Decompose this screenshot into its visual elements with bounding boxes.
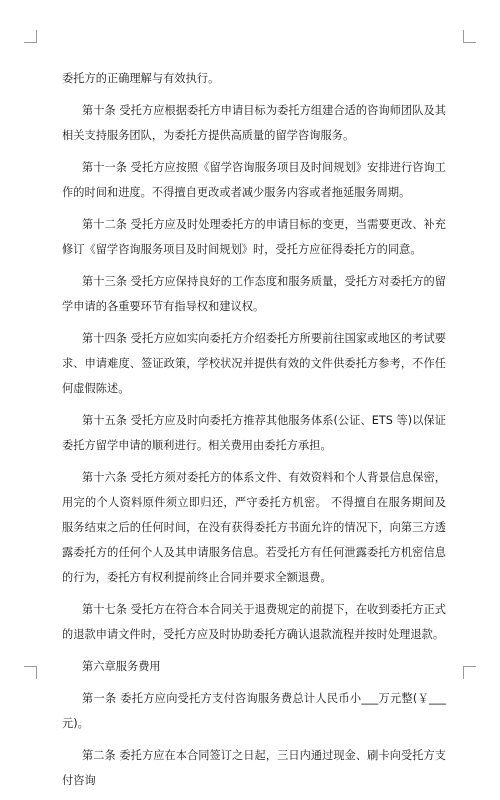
crop-mark-bottom-left	[24, 666, 37, 679]
clause-15: 第十五条 受托方应及时向委托方推荐其他服务体系(公证、ETS 等)以保证委托方留学申请的顺利进行。相关费用由委托方承担。	[62, 414, 446, 452]
clause-11: 第十一条 受托方应按照《留学咨询服务项目及时间规划》安排进行咨询工作的时间和进度。不得擅自更改或者减少服务内容或者拖延服务周期。	[62, 161, 446, 199]
crop-mark-bottom-right	[463, 666, 476, 679]
clause-10: 第十条 受托方应根据委托方申请目标为委托方组建合适的咨询师团队及其相关支持服务团队，为委托方提供高质量的留学咨询服务。	[62, 104, 446, 142]
clause-17: 第十七条 受托方在符合本合同关于退费规定的前提下，在收到委托方正式的退款申请文件时，受托方应及时协助委托方确认退款流程并按时处理退款。	[62, 603, 446, 641]
document-body	[62, 66, 446, 800]
crop-mark-top-left	[24, 30, 37, 43]
fee-clause-2: 第二条 委托方应在本合同签订之日起，三日内通过现金、刷卡向受托方支付咨询	[62, 749, 446, 787]
clause-13: 第十三条 受托方应保持良好的工作态度和服务质量，受托方对委托方的留学申请的各重要环节有指导权和建议权。	[62, 275, 446, 313]
clause-12: 第十二条 受托方应及时处理委托方的申请目标的变更，当需要更改、补充修订《留学咨询服务项目及时间规划》时，受托方应征得委托方的同意。	[62, 218, 446, 256]
chapter-heading: 第六章服务费用	[82, 660, 161, 673]
crop-mark-top-right	[463, 30, 476, 43]
paragraph-continuation: 委托方的正确理解与有效执行。	[62, 72, 220, 85]
clause-14: 第十四条 受托方应如实向委托方介绍委托方所要前往国家或地区的考试要求、申请难度、签证政策，学校状况并提供有效的文件供委托方参考，不作任何虚假陈述。	[62, 332, 446, 395]
clause-16: 第十六条 受托方须对委托方的体系文件、有效资料和个人背景信息保密，用完的个人资料原件须立即归还，严守委托方机密。 不得擅自在服务期间及服务结束之后的任何时间，在没有获得委托方书面允许的情况下，向第三方透露委托方的任何个人及其申请服务信息。若受托方有任何泄露委托方机密信息的行为，委托方有权利提前终止合同并要求全额退费。	[62, 471, 446, 584]
fee-clause-1: 第一条 委托方应向受托方支付咨询服务费总计人民币小___万元整(￥___元)。	[62, 692, 446, 730]
